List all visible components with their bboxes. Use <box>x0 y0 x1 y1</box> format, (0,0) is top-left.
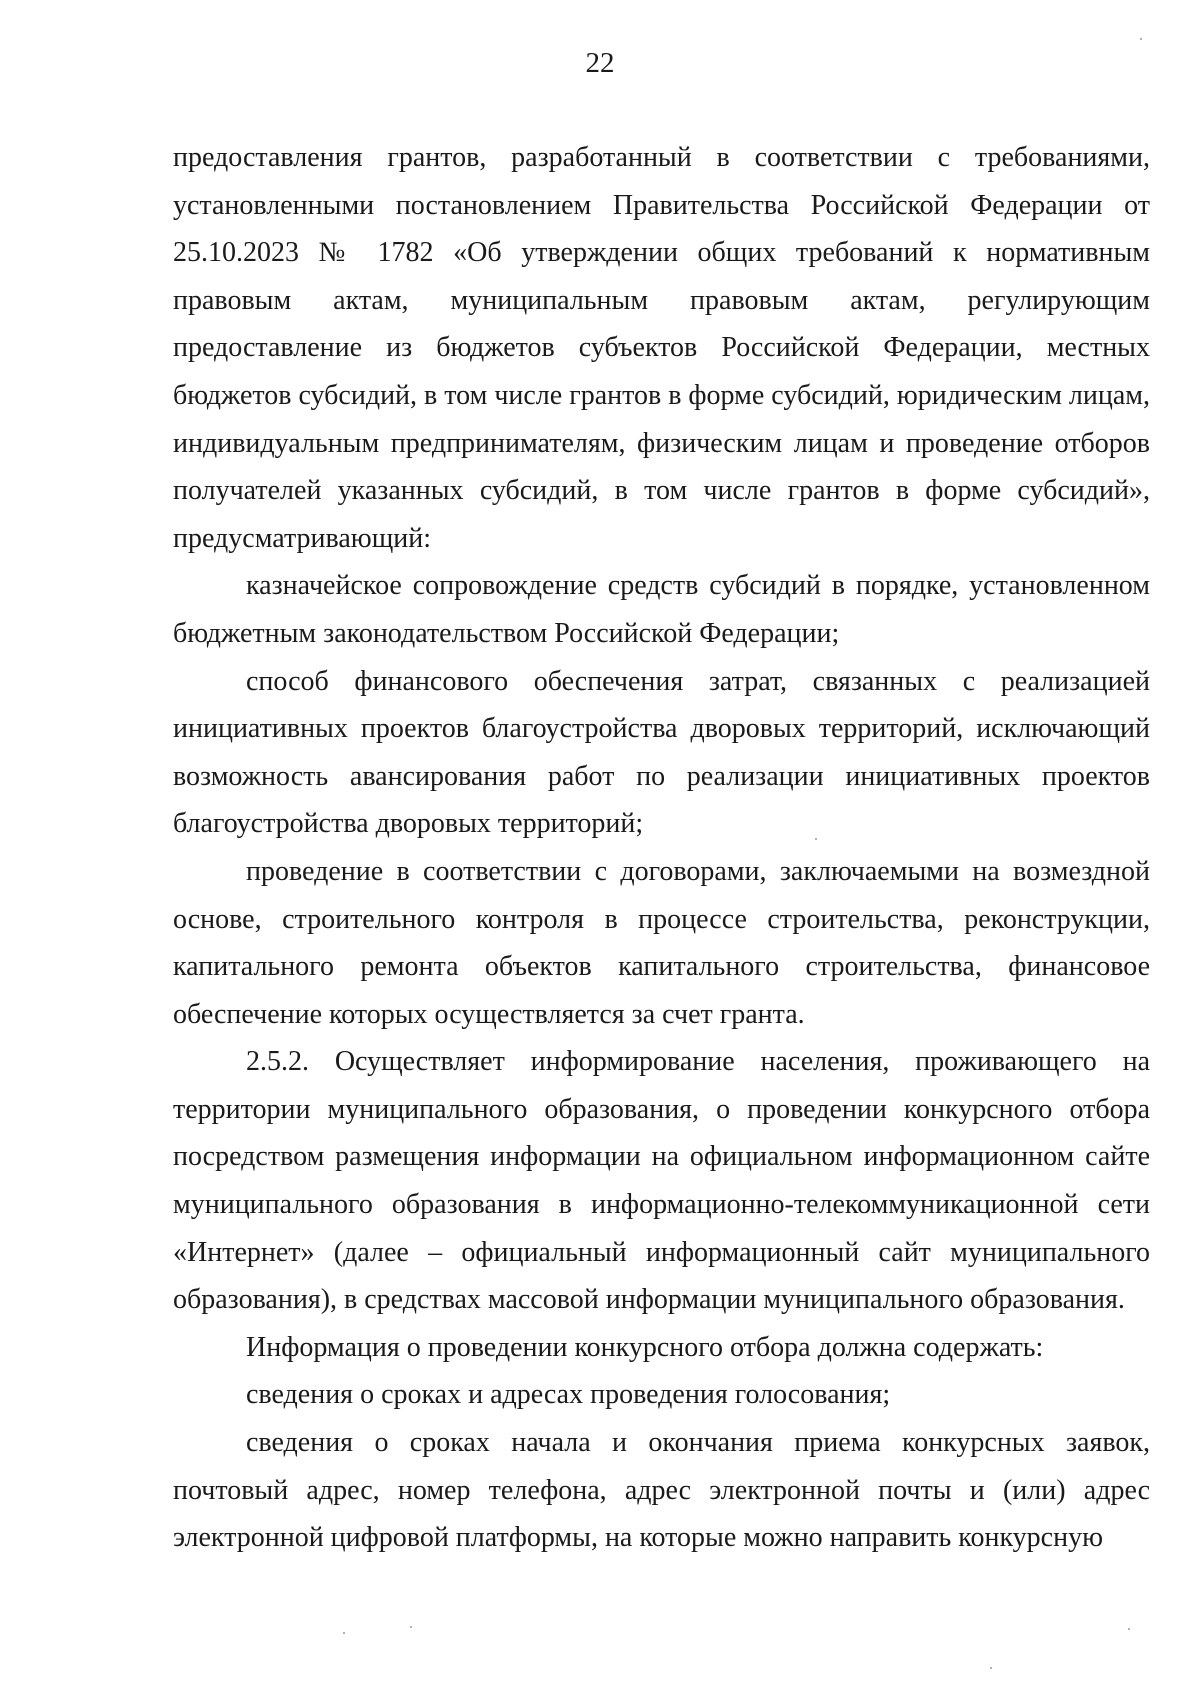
scan-speck <box>1128 1628 1130 1630</box>
paragraph-voting-details: сведения о сроках и адресах проведения голосования; <box>246 1379 891 1411</box>
scan-speck <box>343 1632 345 1634</box>
paragraph-information-content: Информация о проведении конкурсного отбора должна содержать: <box>246 1331 1044 1363</box>
scan-speck <box>410 1626 412 1628</box>
paragraph-construction-control: проведение в соответствии с договорами, заключаемыми на возмездной основе, строительного контроля в процессе строительства, реконструкции, капитального ремонта объектов капитального строительства, финансовое обеспечение которых осуществляется за счет гранта. <box>173 855 1150 1030</box>
paragraph-treasury-support: казначейское сопровождение средств субсидий в порядке, установленном бюджетным законодательством Российской Федерации; <box>173 570 1150 649</box>
paragraph-grant-procedure: предоставления грантов, разработанный в соответствии с требованиями, установленными постановлением Правительства Российской Федерации от 25.10.2023 № 1782 «Об утверждении общих требований к нормативным правовым актам, муниципальным правовым актам, регулирующим предоставление из бюджетов субъектов Российской Федерации, местных бюджетов субсидий, в том числе грантов в форме субсидий, юридическим лицам, индивидуальным предпринимателям, физическим лицам и проведение отборов получателей указанных субсидий, в том числе грантов в форме субсидий», предусматривающий: <box>173 142 1151 554</box>
paragraph-application-details: сведения о сроках начала и окончания приема конкурсных заявок, почтовый адрес, номер телефона, адрес электронной почты и (или) адрес электронной цифровой платформы, на которые можно направить конкурсную <box>173 1427 1150 1554</box>
document-body <box>173 134 1150 1562</box>
page-number: 22 <box>585 47 615 79</box>
scan-speck <box>815 838 817 840</box>
paragraph-financing-method: способ финансового обеспечения затрат, связанных с реализацией инициативных проектов благоустройства дворовых территорий, исключающий возможность авансирования работ по реализации инициативных проектов благоустройства дворовых территорий; <box>173 665 1150 840</box>
scan-speck <box>1140 38 1142 40</box>
paragraph-section-2-5-2: 2.5.2. Осуществляет информирование населения, проживающего на территории муниципального образования, о проведении конкурсного отбора посредством размещения информации на официальном информационном сайте муниципального образования в информационно-телекоммуникационной сети «Интернет» (далее – официальный информационный сайт муниципального образования), в средствах массовой информации муниципального образования. <box>173 1046 1150 1316</box>
scan-speck <box>990 1667 992 1669</box>
